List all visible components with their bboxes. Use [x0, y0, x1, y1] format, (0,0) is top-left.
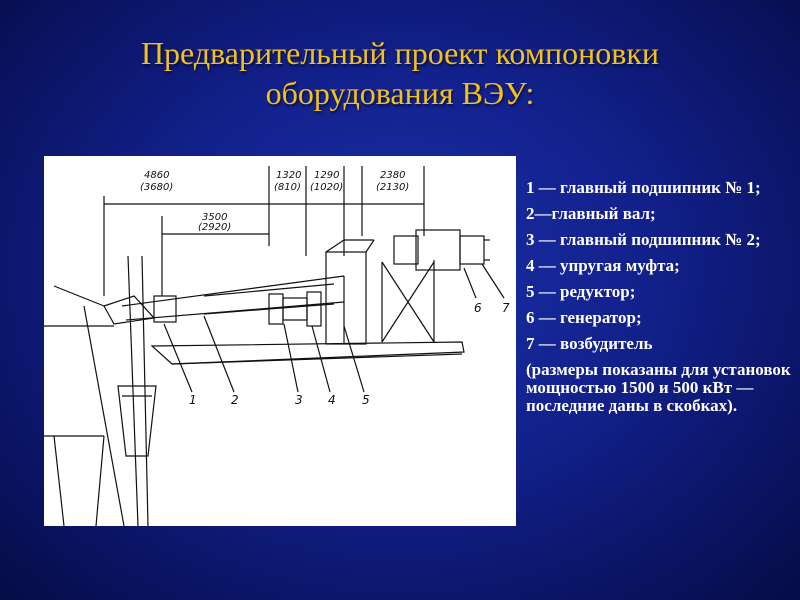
dimension-label: 1290 — [314, 170, 340, 181]
dimension-label: (810) — [274, 182, 301, 193]
callout-number: 5 — [362, 393, 370, 407]
slide-title — [40, 33, 760, 113]
legend-list — [526, 179, 794, 423]
legend-item: 2—главный вал; — [526, 204, 656, 223]
dimension-label: (2920) — [198, 222, 232, 233]
legend-item: 4 — упругая муфта; — [526, 256, 680, 275]
callout-number: 6 — [474, 301, 482, 315]
slide-title-line-2: оборудования ВЭУ: — [265, 75, 535, 111]
legend-item: 6 — генератор; — [526, 308, 642, 327]
dimension-label: 3500 — [202, 212, 228, 223]
dimension-label: (3680) — [140, 182, 174, 193]
dimension-label: 4860 — [144, 170, 170, 181]
legend-item: 1 — главный подшипник № 1; — [526, 178, 761, 197]
callout-number: 2 — [231, 393, 239, 407]
legend-item: 5 — редуктор; — [526, 282, 636, 301]
dimension-label: (2130) — [376, 182, 410, 193]
technical-drawing-svg — [44, 156, 516, 526]
legend-item: 7 — возбудитель — [526, 334, 653, 353]
callout-number: 7 — [502, 301, 510, 315]
dimension-label: 1320 — [276, 170, 302, 181]
equipment-layout-drawing — [44, 156, 516, 526]
legend-note: (размеры показаны для установок мощностью 1500 и 500 кВт — последние даны в скобках). — [526, 360, 791, 415]
callout-number: 1 — [189, 393, 197, 407]
legend-item: 3 — главный подшипник № 2; — [526, 230, 761, 249]
dimension-label: (1020) — [310, 182, 344, 193]
slide-title-line-1: Предварительный проект компоновки — [140, 35, 660, 71]
callout-number: 3 — [295, 393, 303, 407]
callout-number: 4 — [328, 393, 336, 407]
dimension-label: 2380 — [380, 170, 406, 181]
